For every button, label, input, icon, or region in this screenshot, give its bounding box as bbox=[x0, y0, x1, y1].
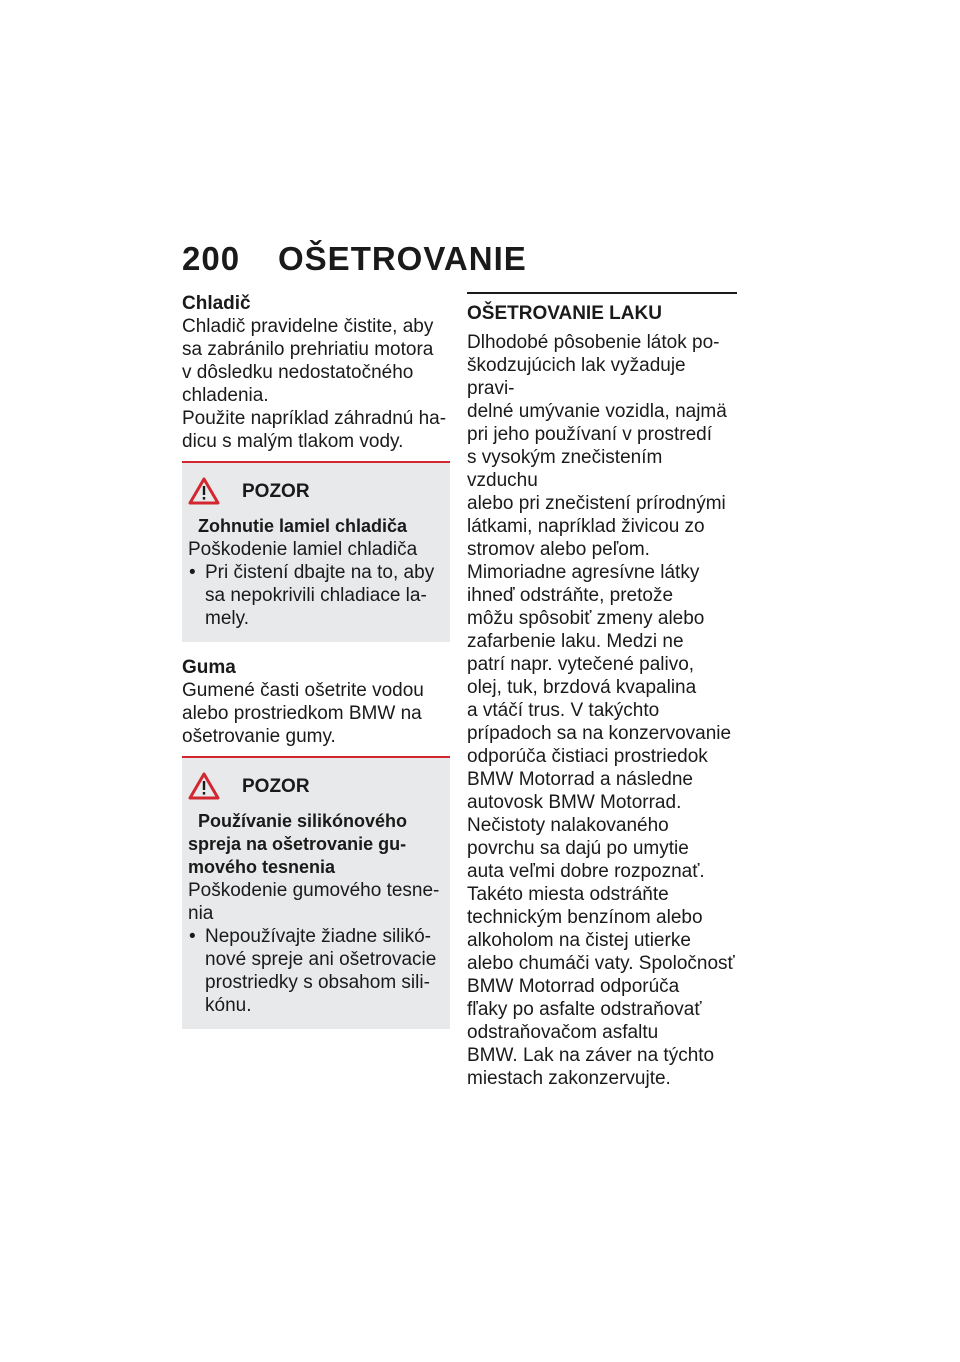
text-line: patrí napr. vytečené palivo, bbox=[467, 654, 695, 675]
text-line: olej, tuk, brzdová kvapalina bbox=[467, 677, 697, 698]
text-line: Chladič pravidelne čistite, aby bbox=[182, 316, 434, 337]
text-line: prostriedky s obsahom sili- bbox=[205, 972, 430, 993]
text-line: sa zabránilo prehriatiu motora bbox=[182, 339, 434, 360]
text-line: odporúča čistiaci prostriedok bbox=[467, 746, 708, 767]
text-line: fľaky po asfalte odstraňovať bbox=[467, 999, 702, 1020]
text-line: stromov alebo peľom. bbox=[467, 539, 650, 560]
text-line: prípadoch sa na konzervovanie bbox=[467, 723, 732, 744]
warning-consequence: Poškodenie lamiel chladiča bbox=[188, 539, 418, 560]
text-line: miestach zakonzervujte. bbox=[467, 1068, 671, 1089]
warning-instruction bbox=[188, 925, 442, 1017]
text-line: delné umývanie vozidla, najmä bbox=[467, 401, 727, 422]
warning-box-rubber bbox=[182, 758, 450, 1029]
warning-header bbox=[188, 477, 442, 505]
text-line: mely. bbox=[205, 608, 249, 629]
text-line: nové spreje ani ošetrovacie bbox=[205, 949, 437, 970]
section-radiator bbox=[182, 292, 450, 453]
warning-triangle-icon bbox=[188, 477, 220, 505]
chapter-title: OŠETROVANIE bbox=[278, 240, 527, 277]
text-line: BMW Motorrad a následne bbox=[467, 769, 693, 790]
text-line: sa nepokrivili chladiace la- bbox=[205, 585, 427, 606]
text-line: autovosk BMW Motorrad. bbox=[467, 792, 682, 813]
text-line: Nečistoty nalakovaného bbox=[467, 815, 669, 836]
text-line: mového tesnenia bbox=[188, 857, 336, 877]
warning-instruction bbox=[188, 561, 442, 630]
text-line: Použite napríklad záhradnú ha- bbox=[182, 408, 447, 429]
text-line: pri jeho používaní v prostredí bbox=[467, 424, 713, 445]
radiator-heading: Chladič bbox=[182, 293, 251, 314]
text-line: Mimoriadne agresívne látky bbox=[467, 562, 700, 583]
text-line: chladenia. bbox=[182, 385, 269, 406]
text-line: škodzujúcich lak vyžaduje pravi- bbox=[467, 355, 686, 399]
text-line: Takéto miesta odstráňte bbox=[467, 884, 669, 905]
warning-label: POZOR bbox=[242, 480, 310, 502]
text-line: látkami, napríklad živicou zo bbox=[467, 516, 705, 537]
right-column bbox=[467, 292, 737, 1090]
text-line: zafarbenie laku. Medzi ne bbox=[467, 631, 684, 652]
warning-subject bbox=[188, 810, 442, 879]
text-line: alebo chumáči vaty. Spoločnosť bbox=[467, 953, 735, 974]
text-line: v dôsledku nedostatočného bbox=[182, 362, 414, 383]
paint-care-heading: OŠETROVANIE LAKU bbox=[467, 303, 662, 324]
text-line: Dlhodobé pôsobenie látok po- bbox=[467, 332, 720, 353]
text-line: nia bbox=[188, 903, 214, 924]
text-line: alebo prostriedkom BMW na bbox=[182, 703, 422, 724]
text-line: ihneď odstráňte, pretože bbox=[467, 585, 674, 606]
text-line: Používanie silikónového bbox=[198, 811, 408, 831]
warning-box-radiator bbox=[182, 463, 450, 642]
text-line: spreja na ošetrovanie gu- bbox=[188, 834, 407, 854]
text-line: a vtáčí trus. V takýchto bbox=[467, 700, 660, 721]
warning-consequence bbox=[188, 879, 442, 925]
text-line: Gumené časti ošetrite vodou bbox=[182, 680, 424, 701]
text-line: s vysokým znečistením vzduchu bbox=[467, 447, 663, 491]
warning-subject: Zohnutie lamiel chladiča bbox=[198, 516, 408, 536]
rubber-heading: Guma bbox=[182, 657, 236, 678]
page-header bbox=[182, 240, 527, 278]
warning-header bbox=[188, 772, 442, 800]
section-rubber bbox=[182, 656, 450, 748]
text-line: BMW Motorrad odporúča bbox=[467, 976, 680, 997]
text-line: kónu. bbox=[205, 995, 252, 1016]
text-line: odstraňovačom asfaltu bbox=[467, 1022, 659, 1043]
bullet-icon: • bbox=[189, 926, 196, 947]
left-column bbox=[182, 292, 450, 1029]
bullet-icon: • bbox=[189, 562, 196, 583]
page-number: 200 bbox=[182, 240, 241, 277]
text-line: môžu spôsobiť zmeny alebo bbox=[467, 608, 705, 629]
text-line: alkoholom na čistej utierke bbox=[467, 930, 691, 951]
section-divider bbox=[467, 292, 737, 294]
text-line: alebo pri znečistení prírodnými bbox=[467, 493, 726, 514]
text-line: povrchu sa dajú po umytie bbox=[467, 838, 689, 859]
text-line: BMW. Lak na záver na týchto bbox=[467, 1045, 715, 1066]
text-line: dicu s malým tlakom vody. bbox=[182, 431, 404, 452]
text-line: Poškodenie gumového tesne- bbox=[188, 880, 440, 901]
paint-care-text bbox=[467, 331, 737, 1090]
text-line: Nepoužívajte žiadne silikó- bbox=[205, 926, 432, 947]
text-line: ošetrovanie gumy. bbox=[182, 726, 336, 747]
warning-label: POZOR bbox=[242, 775, 310, 797]
warning-triangle-icon bbox=[188, 772, 220, 800]
text-line: technickým benzínom alebo bbox=[467, 907, 703, 928]
text-line: auta veľmi dobre rozpoznať. bbox=[467, 861, 705, 882]
text-line: Pri čistení dbajte na to, aby bbox=[205, 562, 435, 583]
